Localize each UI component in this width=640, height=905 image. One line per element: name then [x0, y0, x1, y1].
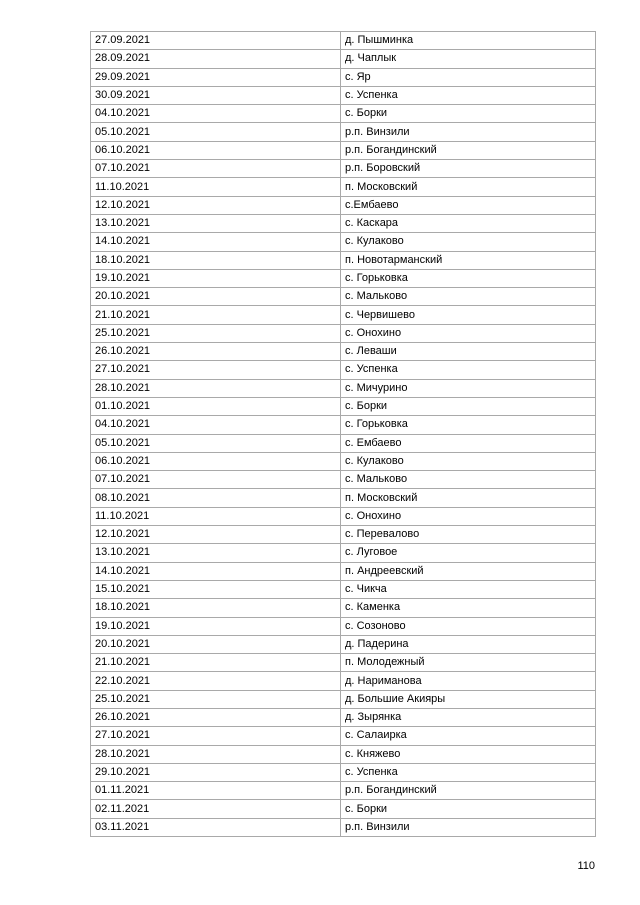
date-cell: 06.10.2021 — [91, 141, 341, 159]
page-number: 110 — [577, 860, 595, 872]
date-cell: 29.10.2021 — [91, 763, 341, 781]
date-cell: 08.10.2021 — [91, 489, 341, 507]
date-cell: 12.10.2021 — [91, 526, 341, 544]
date-cell: 11.10.2021 — [91, 178, 341, 196]
date-cell: 22.10.2021 — [91, 672, 341, 690]
table-row — [91, 86, 596, 104]
date-cell: 14.10.2021 — [91, 233, 341, 251]
date-cell: 05.10.2021 — [91, 434, 341, 452]
place-cell: с. Каменка — [341, 599, 596, 617]
place-cell: с. Горьковка — [341, 269, 596, 287]
table-row — [91, 288, 596, 306]
table-row — [91, 672, 596, 690]
table-row — [91, 251, 596, 269]
place-cell: д. Пышминка — [341, 32, 596, 50]
place-cell: с. Луговое — [341, 544, 596, 562]
table-row — [91, 782, 596, 800]
place-cell: с. Перевалово — [341, 526, 596, 544]
place-cell: с. Онохино — [341, 324, 596, 342]
date-cell: 18.10.2021 — [91, 599, 341, 617]
table-row — [91, 123, 596, 141]
date-cell: 01.11.2021 — [91, 782, 341, 800]
date-cell: 25.10.2021 — [91, 690, 341, 708]
date-cell: 27.10.2021 — [91, 727, 341, 745]
table-row — [91, 818, 596, 836]
table-row — [91, 654, 596, 672]
place-cell: д. Падерина — [341, 635, 596, 653]
place-cell: р.п. Богандинский — [341, 141, 596, 159]
table-row — [91, 507, 596, 525]
table-row — [91, 416, 596, 434]
date-cell: 15.10.2021 — [91, 580, 341, 598]
table-row — [91, 599, 596, 617]
place-cell: п. Андреевский — [341, 562, 596, 580]
date-cell: 14.10.2021 — [91, 562, 341, 580]
table-row — [91, 434, 596, 452]
schedule-table — [90, 31, 596, 837]
place-cell: с. Салаирка — [341, 727, 596, 745]
table-row — [91, 379, 596, 397]
place-cell: с. Ембаево — [341, 434, 596, 452]
date-cell: 03.11.2021 — [91, 818, 341, 836]
schedule-table-body — [91, 32, 596, 837]
table-row — [91, 708, 596, 726]
place-cell: с. Онохино — [341, 507, 596, 525]
table-row — [91, 562, 596, 580]
place-cell: с. Мичурино — [341, 379, 596, 397]
table-row — [91, 361, 596, 379]
place-cell: п. Новотарманский — [341, 251, 596, 269]
place-cell: р.п. Винзили — [341, 123, 596, 141]
table-row — [91, 178, 596, 196]
place-cell: с. Горьковка — [341, 416, 596, 434]
date-cell: 19.10.2021 — [91, 617, 341, 635]
place-cell: с. Борки — [341, 397, 596, 415]
place-cell: с. Леваши — [341, 343, 596, 361]
place-cell: с. Княжево — [341, 745, 596, 763]
table-row — [91, 269, 596, 287]
table-row — [91, 800, 596, 818]
date-cell: 26.10.2021 — [91, 708, 341, 726]
date-cell: 07.10.2021 — [91, 471, 341, 489]
table-row — [91, 544, 596, 562]
table-row — [91, 324, 596, 342]
table-row — [91, 489, 596, 507]
table-row — [91, 50, 596, 68]
place-cell: р.п. Винзили — [341, 818, 596, 836]
table-row — [91, 471, 596, 489]
place-cell: д. Большие Акияры — [341, 690, 596, 708]
date-cell: 01.10.2021 — [91, 397, 341, 415]
table-row — [91, 635, 596, 653]
date-cell: 07.10.2021 — [91, 160, 341, 178]
table-row — [91, 397, 596, 415]
date-cell: 04.10.2021 — [91, 105, 341, 123]
place-cell: д. Чаплык — [341, 50, 596, 68]
date-cell: 06.10.2021 — [91, 452, 341, 470]
place-cell: р.п. Богандинский — [341, 782, 596, 800]
table-row — [91, 196, 596, 214]
place-cell: с. Яр — [341, 68, 596, 86]
table-row — [91, 343, 596, 361]
date-cell: 19.10.2021 — [91, 269, 341, 287]
place-cell: с. Успенка — [341, 763, 596, 781]
date-cell: 18.10.2021 — [91, 251, 341, 269]
date-cell: 29.09.2021 — [91, 68, 341, 86]
place-cell: д. Нариманова — [341, 672, 596, 690]
place-cell: с.Ембаево — [341, 196, 596, 214]
table-row — [91, 617, 596, 635]
table-row — [91, 526, 596, 544]
place-cell: с. Мальково — [341, 471, 596, 489]
place-cell: с. Каскара — [341, 214, 596, 232]
table-row — [91, 745, 596, 763]
place-cell: д. Зырянка — [341, 708, 596, 726]
date-cell: 30.09.2021 — [91, 86, 341, 104]
date-cell: 05.10.2021 — [91, 123, 341, 141]
table-row — [91, 690, 596, 708]
place-cell: с. Успенка — [341, 361, 596, 379]
place-cell: с. Чикча — [341, 580, 596, 598]
place-cell: с. Борки — [341, 105, 596, 123]
date-cell: 27.10.2021 — [91, 361, 341, 379]
table-row — [91, 763, 596, 781]
date-cell: 13.10.2021 — [91, 214, 341, 232]
table-row — [91, 68, 596, 86]
table-row — [91, 32, 596, 50]
date-cell: 20.10.2021 — [91, 635, 341, 653]
table-row — [91, 580, 596, 598]
place-cell: п. Молодежный — [341, 654, 596, 672]
date-cell: 12.10.2021 — [91, 196, 341, 214]
date-cell: 28.10.2021 — [91, 379, 341, 397]
place-cell: с. Червишево — [341, 306, 596, 324]
place-cell: п. Московский — [341, 178, 596, 196]
table-row — [91, 727, 596, 745]
table-row — [91, 105, 596, 123]
date-cell: 28.10.2021 — [91, 745, 341, 763]
date-cell: 28.09.2021 — [91, 50, 341, 68]
place-cell: с. Созоново — [341, 617, 596, 635]
date-cell: 26.10.2021 — [91, 343, 341, 361]
date-cell: 20.10.2021 — [91, 288, 341, 306]
place-cell: с. Успенка — [341, 86, 596, 104]
date-cell: 11.10.2021 — [91, 507, 341, 525]
place-cell: с. Кулаково — [341, 233, 596, 251]
table-row — [91, 160, 596, 178]
table-row — [91, 141, 596, 159]
table-row — [91, 452, 596, 470]
place-cell: р.п. Боровский — [341, 160, 596, 178]
place-cell: с. Кулаково — [341, 452, 596, 470]
place-cell: с. Борки — [341, 800, 596, 818]
date-cell: 21.10.2021 — [91, 306, 341, 324]
date-cell: 02.11.2021 — [91, 800, 341, 818]
date-cell: 21.10.2021 — [91, 654, 341, 672]
date-cell: 13.10.2021 — [91, 544, 341, 562]
table-row — [91, 214, 596, 232]
date-cell: 27.09.2021 — [91, 32, 341, 50]
place-cell: п. Московский — [341, 489, 596, 507]
date-cell: 04.10.2021 — [91, 416, 341, 434]
place-cell: с. Мальково — [341, 288, 596, 306]
date-cell: 25.10.2021 — [91, 324, 341, 342]
table-row — [91, 306, 596, 324]
table-row — [91, 233, 596, 251]
